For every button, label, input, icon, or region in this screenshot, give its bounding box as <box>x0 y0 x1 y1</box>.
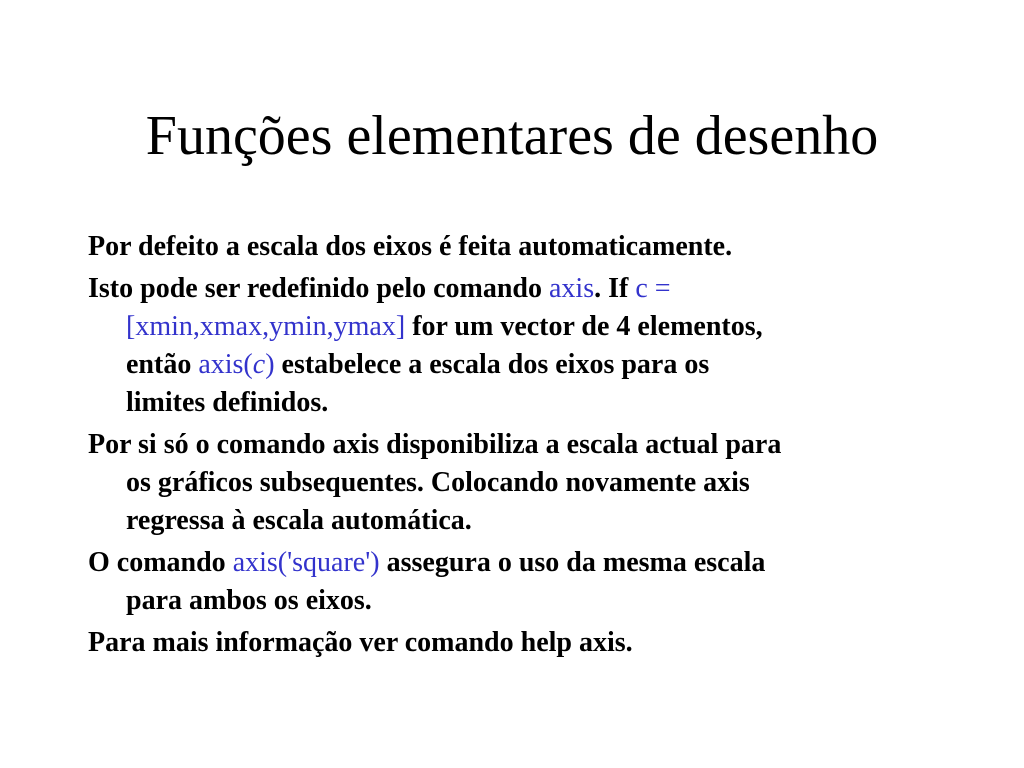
vector-keyword: [xmin,xmax,ymin,ymax] <box>126 311 406 342</box>
axis-call-open: axis( <box>198 349 253 380</box>
axis-square-keyword: axis('square') <box>232 547 380 578</box>
axis-call-arg: c <box>252 349 266 380</box>
paragraph-axis-alone <box>88 426 948 540</box>
paragraph-text: Para mais informação ver comando help axis. <box>88 627 633 658</box>
paragraph-text: então <box>126 349 199 380</box>
paragraph-text: limites definidos. <box>126 387 329 418</box>
paragraph-default-scale <box>88 228 948 266</box>
paragraph-text: assegura o uso da mesma escala <box>379 547 766 578</box>
paragraph-text: Por defeito a escala dos eixos é feita automaticamente. <box>88 231 733 262</box>
axis-call-close: ) <box>265 349 275 380</box>
paragraph-text: Isto pode ser redefinido pelo comando <box>88 273 549 304</box>
paragraph-help <box>88 624 948 662</box>
slide-body <box>88 228 948 666</box>
paragraph-axis-redefine <box>88 270 948 422</box>
paragraph-text: O comando <box>88 547 233 578</box>
paragraph-text: regressa à escala automática. <box>126 505 472 536</box>
paragraph-text: . If <box>594 273 636 304</box>
paragraph-text: Por si só o comando axis disponibiliza a escala actual para <box>88 429 782 460</box>
c-equals-keyword: c = <box>635 273 671 304</box>
paragraph-text: for um vector de 4 elementos, <box>405 311 763 342</box>
paragraph-text: os gráficos subsequentes. Colocando novamente axis <box>126 467 750 498</box>
paragraph-text: estabelece a escala dos eixos para os <box>274 349 710 380</box>
axis-keyword: axis <box>549 273 595 304</box>
paragraph-axis-square <box>88 544 948 620</box>
paragraph-text: para ambos os eixos. <box>126 585 372 616</box>
slide-title: Funções elementares de desenho <box>145 105 879 167</box>
